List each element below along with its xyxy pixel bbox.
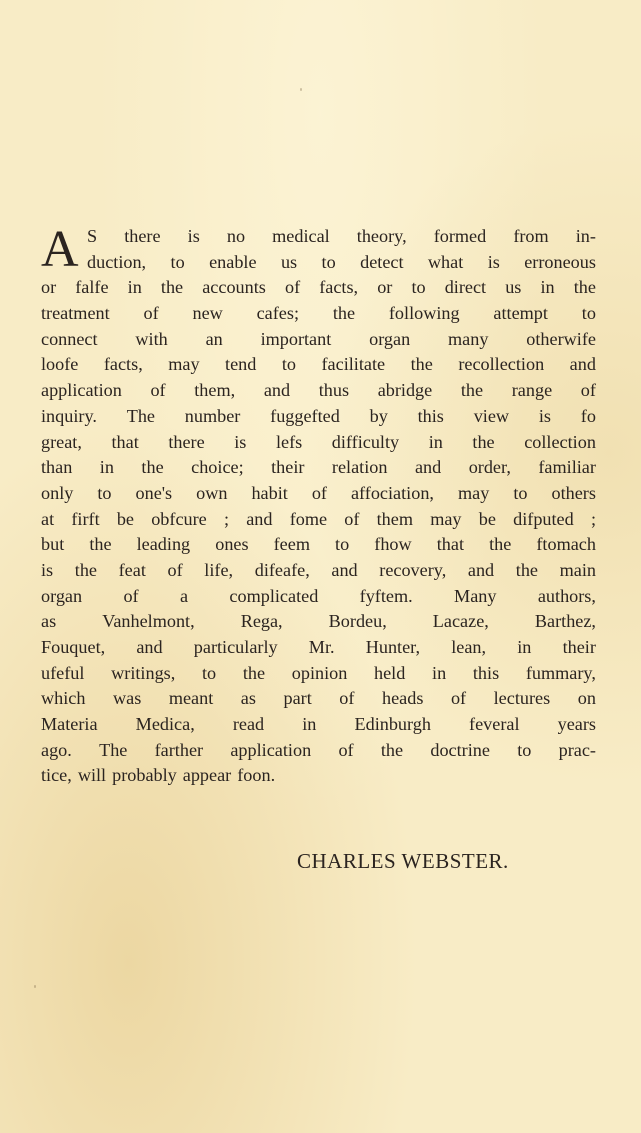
word: of xyxy=(143,303,159,324)
word: cafes; xyxy=(256,303,299,324)
word: no xyxy=(226,226,246,246)
word: inquiry. xyxy=(41,405,97,426)
word: fuggefted xyxy=(270,405,340,426)
text-line xyxy=(41,275,596,301)
word: the xyxy=(460,380,484,401)
word: fome xyxy=(289,508,328,529)
word: by xyxy=(369,405,388,426)
word: is xyxy=(234,431,247,452)
word: formed xyxy=(433,226,487,246)
word: the xyxy=(89,534,112,555)
word: Lacaze, xyxy=(432,611,489,632)
word: and xyxy=(467,559,495,580)
word: the xyxy=(332,303,356,324)
word: Mr. xyxy=(308,637,335,657)
word: organ xyxy=(369,328,411,349)
text-line xyxy=(41,455,596,481)
word: leading xyxy=(136,534,191,555)
word: Rega, xyxy=(240,611,283,632)
word: authors, xyxy=(537,585,596,606)
word: the xyxy=(489,534,512,555)
word: obfcure xyxy=(151,508,207,529)
word: appear xyxy=(182,765,232,786)
word: in xyxy=(540,277,555,298)
text-line xyxy=(41,404,596,430)
word: the xyxy=(141,457,164,478)
word: this xyxy=(472,662,500,683)
word: affociation, xyxy=(350,482,434,503)
text-line xyxy=(41,224,596,250)
word: the xyxy=(573,277,596,298)
word: meant xyxy=(168,688,214,709)
word: thus xyxy=(318,380,350,401)
word: on xyxy=(577,688,596,709)
word: collection xyxy=(524,431,596,452)
preface-text xyxy=(41,221,596,789)
word: or xyxy=(41,277,57,298)
word: a xyxy=(179,585,189,606)
word: lectures xyxy=(493,688,551,709)
text-line xyxy=(41,481,596,507)
word: years xyxy=(557,714,596,735)
word: the xyxy=(242,662,266,683)
word: of xyxy=(284,277,301,298)
word: feat xyxy=(118,559,146,580)
word: in xyxy=(302,714,317,735)
word: which xyxy=(41,688,86,709)
word: the xyxy=(160,277,184,298)
word: as xyxy=(41,611,57,632)
word: to xyxy=(581,303,596,324)
text-line xyxy=(41,250,596,276)
word: fhow xyxy=(374,534,412,555)
word: erroneous xyxy=(524,251,596,272)
word: The xyxy=(99,739,128,760)
word: them, xyxy=(194,380,236,401)
text-line xyxy=(41,712,596,738)
word: duction, xyxy=(87,251,147,272)
word: Fouquet, xyxy=(41,637,106,657)
word: from xyxy=(513,226,549,246)
word: life, xyxy=(204,559,234,580)
word: probably xyxy=(112,765,177,786)
word: and xyxy=(136,637,163,657)
word: and xyxy=(263,380,291,401)
word: detect xyxy=(360,251,404,272)
text-line xyxy=(41,661,596,687)
word: or xyxy=(377,277,393,298)
word: may xyxy=(457,482,490,503)
word: otherwife xyxy=(526,328,596,349)
word: writings, xyxy=(111,662,176,683)
text-line xyxy=(41,352,596,378)
text-line xyxy=(41,301,596,327)
word: others xyxy=(551,482,596,503)
word: at xyxy=(41,508,55,529)
word: own xyxy=(196,482,228,503)
word: their xyxy=(271,457,305,478)
text-line xyxy=(41,327,596,353)
word: lean, xyxy=(451,637,487,657)
word: Medica, xyxy=(135,714,195,735)
word: feveral xyxy=(469,714,520,735)
word: Materia xyxy=(41,714,98,735)
word: the xyxy=(515,559,538,580)
word: foon. xyxy=(237,765,276,786)
word: ufeful xyxy=(41,662,85,683)
word: to xyxy=(97,482,112,503)
word: of xyxy=(338,739,354,760)
word: ago. xyxy=(41,739,72,760)
word: that xyxy=(111,431,139,452)
word: complicated xyxy=(229,585,319,606)
word: connect xyxy=(41,328,98,349)
word: number xyxy=(184,405,241,426)
word: the xyxy=(410,354,433,375)
word: to xyxy=(513,482,528,503)
word: in xyxy=(432,662,447,683)
word: relation xyxy=(331,457,388,478)
drop-cap: A xyxy=(41,221,79,278)
word: of xyxy=(311,482,327,503)
word: held xyxy=(374,662,406,683)
word: prac- xyxy=(558,739,596,760)
word: application xyxy=(230,739,312,760)
text-line xyxy=(41,763,596,789)
word: difficulty xyxy=(331,431,400,452)
word: part xyxy=(283,688,312,709)
word: application xyxy=(41,380,122,401)
word: ones xyxy=(215,534,249,555)
word: recollection xyxy=(458,354,545,375)
word: organ xyxy=(41,585,83,606)
word: lefs xyxy=(275,431,303,452)
word: S xyxy=(87,226,98,246)
word: to xyxy=(411,277,426,298)
word: was xyxy=(112,688,142,709)
word: the xyxy=(380,739,404,760)
word: to xyxy=(201,662,217,683)
word: new xyxy=(192,303,223,324)
word: Bordeu, xyxy=(328,611,387,632)
preface-lines xyxy=(41,221,596,789)
word: is xyxy=(538,405,551,426)
word: order, xyxy=(468,457,511,478)
word: habit xyxy=(251,482,288,503)
word: to xyxy=(517,739,532,760)
word: Vanhelmont, xyxy=(102,611,195,632)
word: treatment xyxy=(41,303,110,324)
word: enable xyxy=(209,251,257,272)
word: choice; xyxy=(191,457,244,478)
text-line xyxy=(41,558,596,584)
text-line xyxy=(41,532,596,558)
word: abridge xyxy=(377,380,433,401)
word: range xyxy=(511,380,553,401)
text-line xyxy=(41,609,596,635)
word: opinion xyxy=(291,662,348,683)
word: facts, xyxy=(103,354,143,375)
word: the xyxy=(472,431,495,452)
word: is xyxy=(41,559,54,580)
word: us xyxy=(505,277,522,298)
word: there xyxy=(124,226,161,246)
word: to xyxy=(170,251,185,272)
word: heads xyxy=(381,688,424,709)
word: particularly xyxy=(193,637,278,657)
word: will xyxy=(77,765,107,786)
word: Edinburgh xyxy=(354,714,431,735)
word: to xyxy=(335,534,350,555)
word: of xyxy=(167,559,183,580)
word: fo xyxy=(580,405,596,426)
word: loofe xyxy=(41,354,79,375)
word: familiar xyxy=(538,457,596,478)
word: in xyxy=(99,457,114,478)
word: in xyxy=(127,277,142,298)
word: doctrine xyxy=(430,739,490,760)
word: and xyxy=(246,508,273,529)
word: tend xyxy=(225,354,257,375)
word: of xyxy=(123,585,139,606)
word: The xyxy=(126,405,155,426)
word: read xyxy=(232,714,265,735)
word: of xyxy=(339,688,355,709)
word: is xyxy=(487,251,500,272)
word: falfe xyxy=(75,277,109,298)
word: facts, xyxy=(319,277,359,298)
word: in xyxy=(517,637,532,657)
word: to xyxy=(281,354,297,375)
word: them xyxy=(376,508,413,529)
word: the xyxy=(74,559,97,580)
text-line xyxy=(41,507,596,533)
paper-speck xyxy=(34,985,36,988)
text-line xyxy=(41,584,596,610)
word: fyftem. xyxy=(359,585,413,606)
word: facilitate xyxy=(321,354,386,375)
word: main xyxy=(559,559,596,580)
word: an xyxy=(205,328,223,349)
word: great, xyxy=(41,431,82,452)
word: what xyxy=(427,251,464,272)
word: be xyxy=(478,508,496,529)
word: direct xyxy=(444,277,487,298)
word: and xyxy=(414,457,442,478)
word: fummary, xyxy=(525,662,596,683)
word: of xyxy=(150,380,166,401)
word: Many xyxy=(454,585,497,606)
word: with xyxy=(135,328,168,349)
word: that xyxy=(436,534,464,555)
word: of xyxy=(580,380,596,401)
word: is xyxy=(187,226,200,246)
text-line xyxy=(41,635,596,661)
word: one's xyxy=(135,482,173,503)
word: following xyxy=(388,303,460,324)
word: difputed xyxy=(513,508,574,529)
word: and xyxy=(569,354,596,375)
text-line xyxy=(41,430,596,456)
word: only xyxy=(41,482,74,503)
word: many xyxy=(448,328,489,349)
word: tice, xyxy=(41,765,72,786)
word: farther xyxy=(154,739,204,760)
word: but xyxy=(41,534,65,555)
word: feem xyxy=(273,534,310,555)
word: view xyxy=(473,405,510,426)
word: difeafe, xyxy=(254,559,310,580)
word: in xyxy=(428,431,443,452)
word: Barthez, xyxy=(534,611,596,632)
word: theory, xyxy=(356,226,407,246)
word: this xyxy=(417,405,444,426)
word: there xyxy=(168,431,205,452)
word: their xyxy=(562,637,596,657)
word: to xyxy=(321,251,336,272)
word: of xyxy=(450,688,467,709)
word: and xyxy=(331,559,358,580)
word: accounts xyxy=(202,277,266,298)
word: may xyxy=(430,508,462,529)
word: in- xyxy=(575,226,596,246)
word: ; xyxy=(223,508,230,529)
word: important xyxy=(260,328,332,349)
word: than xyxy=(41,457,73,478)
text-line xyxy=(41,686,596,712)
word: ; xyxy=(590,508,596,529)
word: attempt xyxy=(493,303,548,324)
word: Hunter, xyxy=(365,637,421,657)
word: as xyxy=(240,688,256,709)
word: firft xyxy=(71,508,100,529)
paper-speck xyxy=(300,88,302,91)
word: may xyxy=(168,354,200,375)
word: medical xyxy=(272,226,330,246)
word: recovery, xyxy=(379,559,447,580)
word: of xyxy=(344,508,360,529)
word: ftomach xyxy=(536,534,596,555)
text-line xyxy=(41,738,596,764)
text-line xyxy=(41,378,596,404)
word: be xyxy=(116,508,134,529)
author-signature: CHARLES WEBSTER. xyxy=(297,849,509,873)
word: us xyxy=(280,251,298,272)
